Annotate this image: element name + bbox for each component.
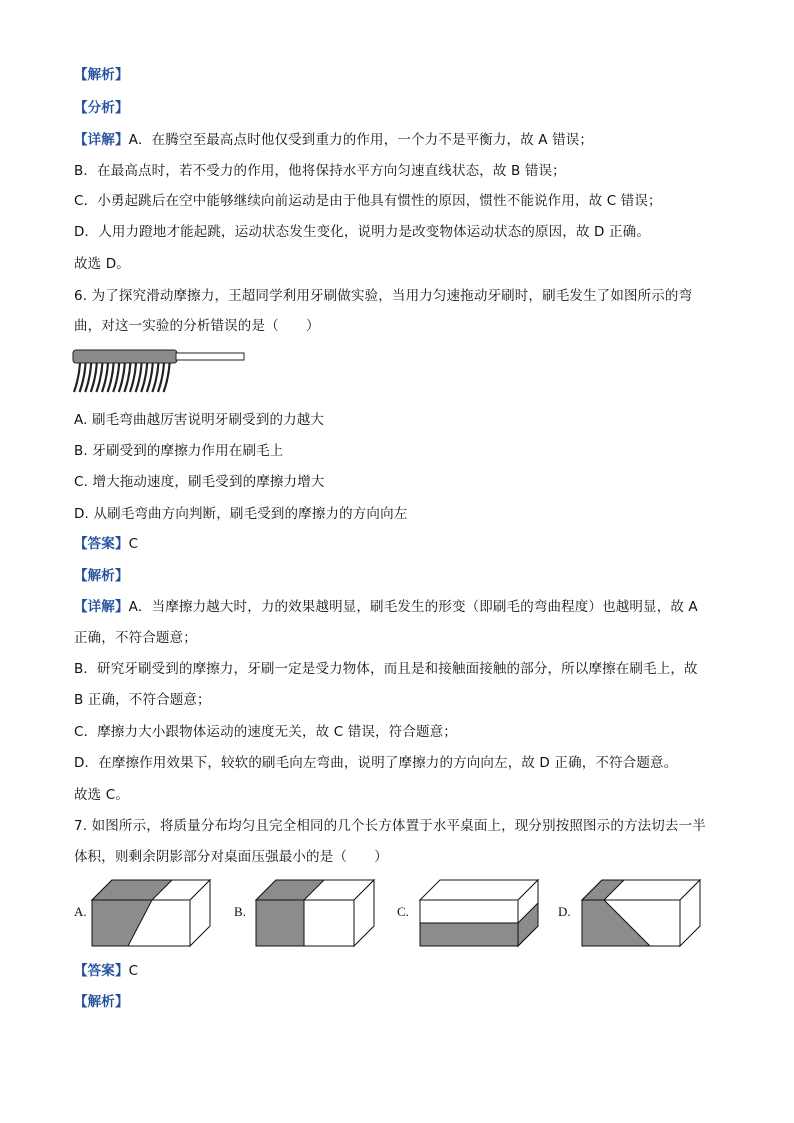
question-6-line-2: 曲，对这一实验的分析错误的是（ ） — [74, 318, 320, 334]
section-tag-fenxi: 【分析】 — [74, 100, 129, 116]
answer-6: 【答案】C — [74, 536, 139, 552]
question-7-line-2: 体积，则剩余阴影部分对桌面压强最小的是（ ） — [74, 849, 388, 865]
detail-6-b-line-2: B 正确，不符合题意； — [74, 692, 211, 708]
detail-6-c: C．摩擦力大小跟物体运动的速度无关，故 C 错误，符合题意； — [74, 724, 457, 740]
option-6c: C. 增大拖动速度，刷毛受到的摩擦力增大 — [74, 474, 325, 490]
figure-label-c: C. — [397, 904, 409, 919]
detail-line-c: C．小勇起跳后在空中能够继续向前运动是由于他具有惯性的原因，惯性不能说作用，故 C 错误； — [74, 193, 662, 209]
toothbrush-bristles — [74, 363, 170, 392]
detail-line-d: D．人用力蹬地才能起跳，运动状态发生变化，说明力是改变物体运动状态的原因，故 D 正确。 — [74, 224, 650, 240]
conclusion-line: 故选 D。 — [74, 256, 130, 272]
toothbrush-figure — [72, 348, 248, 396]
box-figure-b — [254, 878, 378, 948]
section-tag-analysis: 【解析】 — [74, 67, 129, 83]
figure-label-d: D. — [558, 904, 571, 919]
toothbrush-handle — [176, 353, 244, 360]
question-6-line-1: 6. 为了探究滑动摩擦力，王超同学利用牙刷做实验，当用力匀速拖动牙刷时，刷毛发生了如图所示的弯 — [74, 288, 693, 304]
detail-6-a-line-1: 【详解】A．当摩擦力越大时，力的效果越明显，刷毛发生的形变（即刷毛的弯曲程度）也越明显，故 A — [74, 599, 698, 615]
option-6d: D. 从刷毛弯曲方向判断，刷毛受到的摩擦力的方向向左 — [74, 506, 408, 522]
option-6a: A. 刷毛弯曲越厉害说明牙刷受到的力越大 — [74, 412, 325, 428]
toothbrush-head — [73, 350, 177, 363]
box-figure-c — [418, 878, 542, 948]
question-7-line-1: 7. 如图所示，将质量分布均匀且完全相同的几个长方体置于水平桌面上，现分别按照图示的方法切去一半 — [74, 818, 706, 834]
bristle — [74, 363, 80, 392]
detail-6-d: D．在摩擦作用效果下，较软的刷毛向左弯曲，说明了摩擦力的方向向左，故 D 正确，不符合题意。 — [74, 755, 678, 771]
detail-6-b-line-1: B．研究牙刷受到的摩擦力，牙刷一定是受力物体，而且是和接触面接触的部分，所以摩擦在刷毛上，故 — [74, 661, 698, 677]
figure-label-b: B. — [234, 904, 246, 919]
answer-7: 【答案】C — [74, 963, 139, 979]
conclusion-6: 故选 C。 — [74, 787, 129, 803]
section-tag-analysis-6: 【解析】 — [74, 568, 129, 584]
figure-label-a: A. — [74, 904, 87, 919]
option-6b: B. 牙刷受到的摩擦力作用在刷毛上 — [74, 443, 284, 459]
detail-6-a-line-2: 正确，不符合题意； — [74, 630, 197, 646]
section-tag-analysis-7: 【解析】 — [74, 994, 129, 1010]
box-figure-a — [90, 878, 214, 948]
detail-line-b: B．在最高点时，若不受力的作用，他将保持水平方向匀速直线状态，故 B 错误； — [74, 163, 566, 179]
box-figure-d — [580, 878, 704, 948]
detail-line-a: 【详解】A．在腾空至最高点时他仅受到重力的作用，一个力不是平衡力，故 A 错误； — [74, 132, 594, 148]
